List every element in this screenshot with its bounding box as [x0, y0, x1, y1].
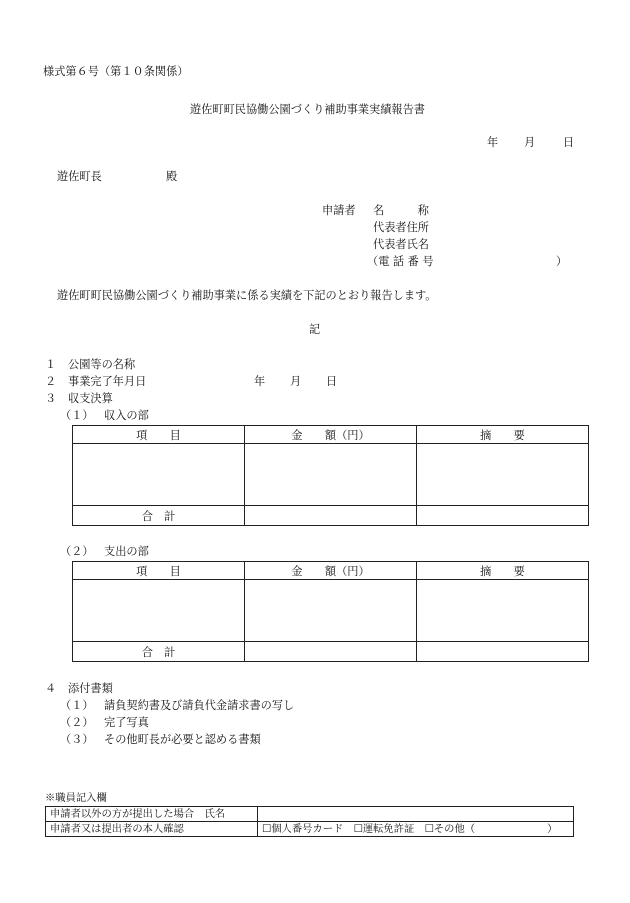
item1-label: 公園等の名称: [68, 358, 136, 371]
attachment-1-text: 請負契約書及び請負代金請求書の写し: [104, 699, 295, 712]
expense-total-amount-cell[interactable]: [245, 642, 417, 662]
expense-total-label: 合 計: [73, 642, 245, 662]
income-table: [72, 425, 589, 526]
phone-label: （電 話 番 号: [367, 255, 434, 268]
addressee-name: 遊佐町長: [57, 170, 102, 183]
expense-header-amount: 金 額（円）: [245, 562, 417, 580]
expense-section-number: （２）: [60, 545, 94, 558]
attachment-2-number: （２）: [60, 716, 94, 729]
staff-section-heading: ※職員記入欄: [45, 792, 107, 804]
addressee-honorific: 殿: [166, 170, 178, 183]
attachments-number: ４: [45, 682, 57, 695]
form-number: 様式第６号（第１０条関係）: [43, 65, 189, 78]
expense-header-row: [73, 562, 589, 580]
ki-label: 記: [309, 323, 321, 336]
item2-month: 月: [290, 375, 302, 388]
date-month: 月: [524, 136, 536, 149]
document-title: 遊佐町町民協働公園づくり補助事業実績報告書: [190, 103, 425, 116]
income-body-row: [73, 444, 589, 506]
identity-check-label: 申請者又は提出者の本人確認: [46, 822, 258, 837]
expense-header-remarks: 摘 要: [417, 562, 589, 580]
income-header-row: [73, 426, 589, 444]
submitter-name-cell[interactable]: [258, 807, 574, 822]
expense-body-row: [73, 580, 589, 642]
expense-total-remarks-cell[interactable]: [417, 642, 589, 662]
attachment-1-number: （１）: [60, 699, 94, 712]
date-year: 年: [487, 136, 499, 149]
item1-number: １: [45, 358, 57, 371]
item2-label: 事業完了年月日: [68, 375, 147, 388]
income-section-title: 収入の部: [104, 409, 149, 422]
rep-name-label: 代表者氏名: [373, 238, 429, 251]
applicant-label: 申請者: [322, 204, 356, 217]
income-total-label: 合 計: [73, 506, 245, 526]
item3-number: ３: [45, 392, 57, 405]
attachment-3-text: その他町長が必要と認める書類: [104, 733, 261, 746]
applicant-name-label: 名 称: [373, 204, 429, 217]
attachments-title: 添付書類: [68, 682, 113, 695]
expense-item-cell[interactable]: [73, 580, 245, 642]
expense-section-title: 支出の部: [104, 545, 149, 558]
item3-label: 収支決算: [68, 392, 113, 405]
date-day: 日: [563, 136, 575, 149]
income-header-amount: 金 額（円）: [245, 426, 417, 444]
submitter-name-label: 申請者以外の方が提出した場合 氏名: [46, 807, 258, 822]
expense-remarks-cell[interactable]: [417, 580, 589, 642]
phone-close-paren: ）: [556, 255, 568, 268]
expense-total-row: [73, 642, 589, 662]
item2-year: 年: [254, 375, 266, 388]
item2-day: 日: [326, 375, 338, 388]
expense-table: [72, 561, 589, 662]
income-total-amount-cell[interactable]: [245, 506, 417, 526]
staff-row-identity: [46, 822, 574, 837]
identity-check-options[interactable]: ☐個人番号カード ☐運転免許証 ☐その他（ ）: [258, 822, 574, 837]
income-section-number: （１）: [60, 409, 94, 422]
body-text: 遊佐町町民協働公園づくり補助事業に係る実績を下記のとおり報告します。: [57, 289, 437, 302]
rep-address-label: 代表者住所: [373, 221, 429, 234]
income-header-remarks: 摘 要: [417, 426, 589, 444]
income-amount-cell[interactable]: [245, 444, 417, 506]
income-total-row: [73, 506, 589, 526]
income-item-cell[interactable]: [73, 444, 245, 506]
income-remarks-cell[interactable]: [417, 444, 589, 506]
staff-table: [45, 806, 574, 837]
item2-number: ２: [45, 375, 57, 388]
income-header-item: 項 目: [73, 426, 245, 444]
expense-header-item: 項 目: [73, 562, 245, 580]
expense-amount-cell[interactable]: [245, 580, 417, 642]
income-total-remarks-cell[interactable]: [417, 506, 589, 526]
attachment-2-text: 完了写真: [104, 716, 149, 729]
attachment-3-number: （３）: [60, 733, 94, 746]
staff-row-submitter: [46, 807, 574, 822]
